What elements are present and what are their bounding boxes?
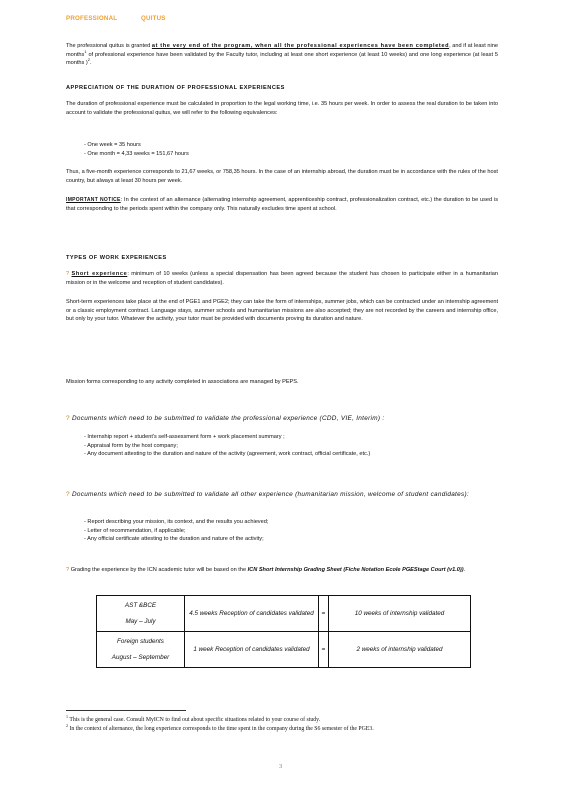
equivalence-item: - One month = 4,33 weeks = 151,67 hours: [84, 150, 498, 159]
grading-table: [96, 595, 471, 668]
intro-emphasis: at the very end of the program, when all the professional experiences have been completed: [151, 43, 450, 49]
footnotes: [66, 716, 498, 733]
list-item: - Appraisal form by the host company;: [84, 442, 498, 451]
docs-other-list: [66, 518, 498, 544]
important-notice-label: IMPORTANT NOTICE: [66, 197, 121, 203]
duration-paragraph: The duration of professional experience must be calculated in proportion to the legal working time, i.e. 35 hours per week. In order to assess the real duration to be taken into account to validate the professional quitus, we will refer to the following equivalences:: [66, 101, 498, 116]
cell-when-label: May – July: [125, 617, 156, 625]
list-item: - Any official certificate attesting to the duration and nature of the activity;: [84, 535, 498, 544]
table-cell-result: 2 weeks of internship validated: [329, 632, 471, 668]
intro-text-4: .: [90, 60, 92, 67]
docs-professional-heading-text: Documents which need to be submitted to validate the professional experience (CDD, VIE, Interim) :: [71, 415, 385, 422]
cell-who-label: AST &BCE: [124, 601, 157, 609]
intro-text-2: , and if at least nine months: [66, 43, 498, 58]
table-cell-who: [97, 632, 185, 668]
footnote-divider: [66, 710, 186, 711]
docs-professional-heading: [66, 414, 498, 424]
duration-abroad-paragraph: Thus, a five-month experience corresponds to 21,67 weeks, or 758,35 hours. In the case of an internship abroad, the duration must be in accordance with the rules of the host country, but always at least 30 hours per week.: [66, 169, 498, 184]
question-mark-icon: ?: [66, 271, 70, 277]
section-title-professional-quitus: PROFESSIONAL QUITUS: [66, 15, 166, 22]
intro-paragraph: [66, 42, 498, 68]
short-experience-paragraph: [66, 270, 498, 287]
cell-who-label: Foreign students: [117, 637, 164, 645]
footnote-text: In the context of alternance, the long experience corresponds to the time spent in the company during the S6 semester of the PGE3.: [69, 725, 374, 732]
list-item: - Letter of recommendation, if applicable;: [84, 527, 498, 536]
grading-sheet-name: ICN Short Internship Grading Sheet (Fiche Notation Ecole PGEStage Court (v1.0)): [247, 567, 464, 573]
grading-text: Grading the experience by the ICN academic tutor will be based on the: [70, 567, 247, 573]
intro-text-1: The professional quitus is granted: [66, 43, 151, 49]
grading-paragraph: [66, 566, 498, 575]
grading-text-end: .: [463, 567, 466, 573]
list-item: - Report describing your mission, its context, and the results you achieved;: [84, 518, 498, 527]
cell-when-label: August – September: [111, 653, 170, 661]
docs-professional-list: [66, 433, 498, 459]
question-mark-icon: ?: [66, 567, 70, 573]
page-number: 3: [279, 763, 283, 770]
footnote-1: [66, 716, 498, 725]
question-mark-icon: ?: [66, 491, 70, 498]
short-term-paragraph: Short-term experiences take place at the end of PGE1 and PGE2; they can take the form of internships, summer jobs, which can be contracted under an internship agreement or a classic employment contract. Language stays, summer schools and humanitarian missions are also accepted; they are not recorded by the careers and internship office, but only by your tutor. Whatever the activity, your tutor must be provided with documents proving its duration and nature.: [66, 299, 498, 323]
table-row: [97, 632, 471, 668]
short-experience-label: Short experience: [71, 271, 128, 277]
duration-heading: APPRECIATION OF THE DURATION OF PROFESSIONAL EXPERIENCES: [66, 85, 285, 91]
table-row: [97, 596, 471, 632]
footnote-text: This is the general case. Consult MyICN to find out about specific situations related to your course of study.: [69, 717, 321, 723]
types-heading: TYPES OF WORK EXPERIENCES: [66, 255, 167, 261]
intro-text-3: of professional experience have been validated by the Faculty tutor, including at least one short experience (at least 10 weeks) and one long experience (at least 5 months ): [66, 51, 498, 67]
equivalence-list: [66, 141, 498, 158]
footnote-2: [66, 722, 498, 734]
table-cell-equals: =: [319, 632, 329, 668]
question-mark-icon: ?: [66, 415, 70, 422]
equivalence-item: - One week = 35 hours: [84, 141, 498, 150]
table-cell-who: [97, 596, 185, 632]
footnote-ref-1: 1: [84, 48, 87, 54]
list-item: - Any document attesting to the duration and nature of the activity (agreement, work contract, official certificate, etc.): [84, 450, 498, 459]
table-cell-result: 10 weeks of internship validated: [329, 596, 471, 632]
mission-paragraph: Mission forms corresponding to any activity completed in associations are managed by PEPS.: [66, 379, 299, 385]
important-notice: [66, 196, 498, 213]
table-cell-reception: 4.5 weeks Reception of candidates validated: [185, 596, 319, 632]
footnote-number: 1: [66, 714, 68, 720]
docs-other-heading: [66, 490, 498, 500]
list-item: - Internship report + student's self-assessment form + work placement summary ;: [84, 433, 498, 442]
footnote-number: 2: [66, 722, 68, 728]
short-experience-text: : minimum of 10 weeks (unless a special dispensation has been agreed because the student has chosen to participate either in a humanitarian mission or in the welcome and reception of student candidates).: [66, 271, 498, 286]
important-notice-text: : In the context of an alternance (alternating internship agreement, apprenticeship contract, professionalization contract, etc.) the duration to be used is that corresponding to the periods spent within the company only. This naturally excludes time spent at school.: [66, 197, 498, 212]
table-cell-reception: 1 week Reception of candidates validated: [185, 632, 319, 668]
footnote-ref-2: 2: [87, 57, 90, 63]
table-cell-equals: =: [319, 596, 329, 632]
docs-other-heading-text: Documents which need to be submitted to validate all other experience (humanitarian mission, welcome of student candidates):: [71, 491, 469, 498]
